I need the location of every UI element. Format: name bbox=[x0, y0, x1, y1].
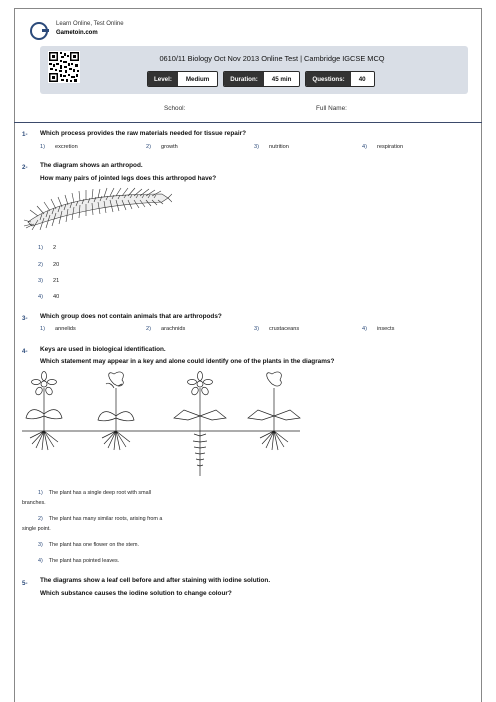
option-number: 3) bbox=[254, 144, 259, 150]
option-text: The plant has a single deep root with small bbox=[48, 490, 151, 496]
answer-option[interactable] bbox=[38, 278, 59, 284]
question-text: Which group does not contain animals that are arthropods? bbox=[40, 313, 222, 320]
level-label: Level: bbox=[148, 72, 178, 86]
question-number: 3- bbox=[22, 315, 28, 322]
option-number: 4) bbox=[38, 558, 43, 564]
school-field-label: School: bbox=[164, 105, 186, 112]
option-text-continued: single point. bbox=[22, 526, 51, 532]
answer-option[interactable] bbox=[38, 294, 59, 300]
questions-value: 40 bbox=[351, 72, 374, 86]
answer-option[interactable] bbox=[254, 326, 299, 332]
option-text-continued: branches. bbox=[22, 500, 46, 506]
option-text: The plant has pointed leaves. bbox=[48, 558, 120, 564]
option-text: growth bbox=[160, 144, 178, 150]
question-number: 1- bbox=[22, 131, 28, 138]
answer-option[interactable] bbox=[254, 144, 289, 150]
plants-diagram bbox=[22, 370, 302, 485]
option-number: 1) bbox=[40, 144, 45, 150]
option-number: 2) bbox=[38, 262, 43, 268]
option-text: respiration bbox=[376, 144, 404, 150]
level-badge bbox=[147, 71, 218, 87]
answer-option[interactable] bbox=[38, 245, 56, 251]
answer-option[interactable] bbox=[146, 144, 178, 150]
test-header bbox=[40, 46, 468, 94]
page-border-left bbox=[14, 8, 15, 702]
duration-label: Duration: bbox=[224, 72, 264, 86]
option-number: 3) bbox=[38, 278, 43, 284]
page-border-top bbox=[14, 8, 482, 9]
option-text: insects bbox=[376, 326, 395, 332]
answer-option[interactable] bbox=[146, 326, 185, 332]
question-number: 5- bbox=[22, 580, 28, 587]
option-number: 2) bbox=[146, 144, 151, 150]
option-text: 21 bbox=[52, 278, 60, 284]
question-number: 4- bbox=[22, 348, 28, 355]
question-subtext: Which substance causes the iodine solution to change colour? bbox=[40, 590, 232, 597]
option-text: 20 bbox=[52, 262, 60, 268]
question-text: The diagram shows an arthropod. bbox=[40, 162, 143, 169]
question-number: 2- bbox=[22, 164, 28, 171]
answer-option[interactable] bbox=[40, 326, 76, 332]
option-text: annelids bbox=[54, 326, 76, 332]
option-text: 40 bbox=[52, 294, 60, 300]
option-text: 2 bbox=[52, 245, 57, 251]
question-text: Which process provides the raw materials needed for tissue repair? bbox=[40, 130, 246, 137]
question-subtext: Which statement may appear in a key and alone could identify one of the plants in the diagrams? bbox=[40, 358, 335, 365]
option-text: excretion bbox=[54, 144, 78, 150]
brand-site-link[interactable]: Gametoin.com bbox=[56, 30, 98, 36]
option-text: The plant has many similar roots, arising from a bbox=[48, 516, 163, 522]
qr-code-icon bbox=[48, 51, 80, 83]
option-number: 3) bbox=[254, 326, 259, 332]
brand bbox=[30, 20, 124, 40]
question-subtext: How many pairs of jointed legs does this arthropod have? bbox=[40, 175, 217, 182]
arthropod-diagram bbox=[22, 186, 172, 235]
option-number: 4) bbox=[362, 326, 367, 332]
option-number: 4) bbox=[38, 294, 43, 300]
level-value: Medium bbox=[178, 72, 217, 86]
question-text: Keys are used in biological identification. bbox=[40, 346, 166, 353]
header-divider bbox=[14, 122, 482, 123]
option-text: The plant has one flower on the stem. bbox=[48, 542, 139, 548]
answer-option[interactable] bbox=[22, 540, 192, 550]
option-number: 1) bbox=[38, 490, 43, 496]
answer-option[interactable] bbox=[22, 488, 192, 508]
questions-badge bbox=[305, 71, 374, 87]
answer-option[interactable] bbox=[22, 556, 192, 566]
option-number: 3) bbox=[38, 542, 43, 548]
answer-option[interactable] bbox=[362, 326, 394, 332]
page-border-right bbox=[481, 8, 482, 702]
duration-value: 45 min bbox=[264, 72, 300, 86]
answer-option[interactable] bbox=[40, 144, 78, 150]
answer-option[interactable] bbox=[38, 262, 59, 268]
answer-option[interactable] bbox=[22, 514, 192, 534]
option-number: 1) bbox=[40, 326, 45, 332]
duration-badge bbox=[223, 71, 300, 87]
option-number: 4) bbox=[362, 144, 367, 150]
questions-label: Questions: bbox=[306, 72, 350, 86]
test-title: 0610/11 Biology Oct Nov 2013 Online Test | Cambridge IGCSE MCQ bbox=[159, 54, 385, 63]
brand-tagline: Learn Online, Test Online bbox=[56, 21, 124, 27]
fullname-field-label: Full Name: bbox=[316, 105, 347, 112]
gametoin-logo-icon bbox=[30, 22, 48, 40]
option-number: 2) bbox=[146, 326, 151, 332]
option-number: 2) bbox=[38, 516, 43, 522]
question-text: The diagrams show a leaf cell before and after staining with iodine solution. bbox=[40, 577, 271, 584]
option-text: arachnids bbox=[160, 326, 186, 332]
option-text: nutrition bbox=[268, 144, 289, 150]
answer-option[interactable] bbox=[362, 144, 403, 150]
option-text: crustaceans bbox=[268, 326, 300, 332]
option-number: 1) bbox=[38, 245, 43, 251]
